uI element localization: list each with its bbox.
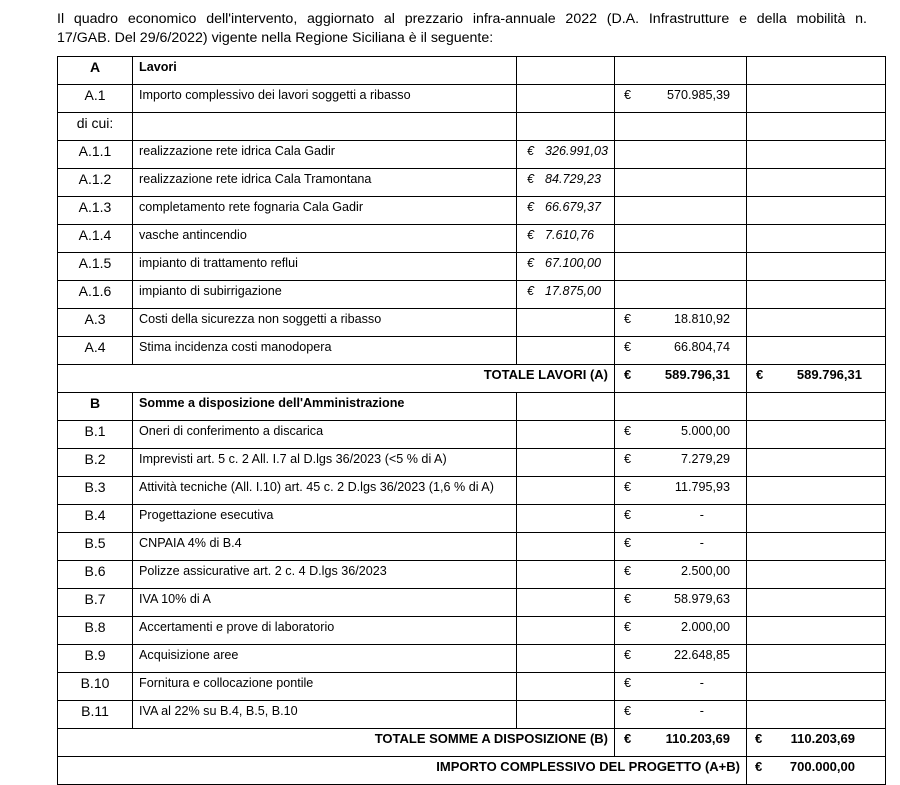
currency-symbol: € (527, 228, 535, 242)
table-row (58, 309, 886, 337)
sub-amount-value: 326.991,03 (545, 144, 609, 158)
item-description: impianto di subirrigazione (133, 281, 517, 309)
table-row (58, 561, 886, 589)
empty-cell (615, 169, 747, 197)
item-amount-value: 66.804,74 (673, 340, 730, 354)
item-amount-value: - (699, 704, 704, 718)
item-description: Polizze assicurative art. 2 c. 4 D.lgs 36/2023 (133, 561, 517, 589)
currency-symbol: € (624, 312, 632, 326)
item-code: B.11 (58, 701, 133, 729)
table-row (58, 533, 886, 561)
item-amount-value: - (699, 676, 704, 690)
item-description: Attività tecniche (All. I.10) art. 45 c. 2 D.lgs 36/2023 (1,6 % di A) (133, 477, 517, 505)
empty-cell (517, 589, 615, 617)
total-b-carry-value: 110.203,69 (790, 731, 855, 746)
empty-cell (747, 141, 886, 169)
empty-cell (615, 393, 747, 421)
empty-cell (747, 197, 886, 225)
empty-cell (747, 253, 886, 281)
item-amount (615, 589, 747, 617)
item-amount-value: 58.979,63 (673, 592, 730, 606)
item-code: A.1.4 (58, 225, 133, 253)
empty-cell (747, 225, 886, 253)
item-amount (615, 421, 747, 449)
item-code: A.1.5 (58, 253, 133, 281)
currency-symbol: € (527, 256, 535, 270)
item-description: completamento rete fognaria Cala Gadir (133, 197, 517, 225)
empty-cell (747, 617, 886, 645)
empty-cell (615, 141, 747, 169)
currency-symbol: € (527, 172, 535, 186)
item-amount (615, 561, 747, 589)
item-amount (615, 505, 747, 533)
empty-cell (615, 253, 747, 281)
item-code: di cui: (58, 113, 133, 141)
item-code: A.1.1 (58, 141, 133, 169)
empty-cell (517, 393, 615, 421)
item-amount (615, 645, 747, 673)
item-description: realizzazione rete idrica Cala Tramontana (133, 169, 517, 197)
empty-cell (517, 561, 615, 589)
item-amount (615, 449, 747, 477)
section-code: B (58, 393, 133, 421)
sub-amount (517, 225, 615, 253)
empty-cell (517, 449, 615, 477)
empty-cell (517, 85, 615, 113)
item-amount (615, 337, 747, 365)
item-description: impianto di trattamento reflui (133, 253, 517, 281)
item-description (133, 113, 517, 141)
item-amount-value: 18.810,92 (673, 312, 730, 326)
empty-cell (517, 337, 615, 365)
sub-amount-value: 84.729,23 (545, 172, 602, 186)
currency-symbol: € (624, 704, 632, 718)
empty-cell (747, 561, 886, 589)
item-description: CNPAIA 4% di B.4 (133, 533, 517, 561)
table-row (58, 197, 886, 225)
empty-cell (747, 477, 886, 505)
currency-symbol: € (624, 452, 632, 466)
sub-amount-value: 66.679,37 (545, 200, 602, 214)
item-amount (615, 85, 747, 113)
grand-total-row (58, 757, 886, 785)
item-code: B.7 (58, 589, 133, 617)
currency-symbol: € (755, 759, 763, 774)
table-row (58, 225, 886, 253)
item-amount (615, 673, 747, 701)
economic-framework-body (58, 57, 886, 785)
total-a-label: TOTALE LAVORI (A) (58, 365, 615, 393)
empty-cell (517, 505, 615, 533)
item-code: B.2 (58, 449, 133, 477)
total-a-row (58, 365, 886, 393)
item-description: Oneri di conferimento a discarica (133, 421, 517, 449)
table-row (58, 337, 886, 365)
table-row (58, 253, 886, 281)
currency-symbol: € (755, 731, 763, 746)
item-code: A.1.2 (58, 169, 133, 197)
empty-cell (747, 57, 886, 85)
empty-cell (517, 617, 615, 645)
item-amount (615, 477, 747, 505)
currency-symbol: € (624, 731, 632, 746)
item-amount-value: 7.279,29 (680, 452, 730, 466)
item-amount-value: - (699, 508, 704, 522)
item-amount-value: 22.648,85 (673, 648, 730, 662)
table-row (58, 477, 886, 505)
item-amount (615, 617, 747, 645)
item-code: B.4 (58, 505, 133, 533)
empty-cell (615, 281, 747, 309)
table-row (58, 673, 886, 701)
section-code: A (58, 57, 133, 85)
currency-symbol: € (624, 620, 632, 634)
empty-cell (747, 113, 886, 141)
total-a-carry (747, 365, 886, 393)
item-amount-value: 2.500,00 (680, 564, 730, 578)
intro-line-2: 17/GAB. Del 29/6/2022) vigente nella Regione Siciliana è il seguente: (57, 30, 494, 46)
item-description: Imprevisti art. 5 c. 2 All. I.7 al D.lgs 36/2023 (<5 % di A) (133, 449, 517, 477)
item-amount-value: - (699, 536, 704, 550)
sub-amount (517, 253, 615, 281)
currency-symbol: € (624, 592, 632, 606)
table-row (58, 589, 886, 617)
empty-cell (747, 701, 886, 729)
item-code: A.1.6 (58, 281, 133, 309)
sub-amount-value: 17.875,00 (545, 284, 602, 298)
intro-paragraph (57, 10, 867, 48)
item-description: IVA al 22% su B.4, B.5, B.10 (133, 701, 517, 729)
empty-cell (517, 309, 615, 337)
empty-cell (517, 421, 615, 449)
empty-cell (747, 169, 886, 197)
total-a-carry-value: 589.796,31 (796, 367, 862, 382)
grand-total-amount (747, 757, 886, 785)
total-b-amount (615, 729, 747, 757)
total-b-carry (747, 729, 886, 757)
item-code: A.1.3 (58, 197, 133, 225)
grand-total-label: IMPORTO COMPLESSIVO DEL PROGETTO (A+B) (58, 757, 747, 785)
table-row (58, 421, 886, 449)
section-a-header-row (58, 57, 886, 85)
sub-amount-value: 67.100,00 (545, 256, 602, 270)
sub-amount-value: 7.610,76 (545, 228, 595, 242)
currency-symbol: € (756, 367, 764, 382)
item-code: B.9 (58, 645, 133, 673)
table-row (58, 701, 886, 729)
empty-cell (517, 533, 615, 561)
item-description: Acquisizione aree (133, 645, 517, 673)
currency-symbol: € (624, 676, 632, 690)
table-row (58, 449, 886, 477)
empty-cell (517, 113, 615, 141)
currency-symbol: € (624, 536, 632, 550)
empty-cell (747, 673, 886, 701)
item-amount (615, 309, 747, 337)
total-a-amount (615, 365, 747, 393)
currency-symbol: € (527, 144, 535, 158)
empty-cell (517, 645, 615, 673)
total-a-value: 589.796,31 (664, 367, 730, 382)
intro-line-1: Il quadro economico dell'intervento, aggiornato al prezzario infra-annuale 2022 (D.A. Infrastrutture e della mobilità n. (57, 11, 867, 27)
empty-cell (747, 281, 886, 309)
empty-cell (615, 225, 747, 253)
table-row (58, 141, 886, 169)
empty-cell (747, 393, 886, 421)
item-code: B.1 (58, 421, 133, 449)
empty-cell (517, 673, 615, 701)
empty-cell (615, 197, 747, 225)
item-code: A.1 (58, 85, 133, 113)
empty-cell (517, 701, 615, 729)
table-row (58, 85, 886, 113)
item-description: Costi della sicurezza non soggetti a ribasso (133, 309, 517, 337)
item-code: A.3 (58, 309, 133, 337)
item-code: B.6 (58, 561, 133, 589)
item-amount (615, 701, 747, 729)
item-description: IVA 10% di A (133, 589, 517, 617)
sub-amount (517, 281, 615, 309)
item-description: Stima incidenza costi manodopera (133, 337, 517, 365)
currency-symbol: € (624, 564, 632, 578)
table-row (58, 281, 886, 309)
item-code: B.10 (58, 673, 133, 701)
item-description: Progettazione esecutiva (133, 505, 517, 533)
table-row (58, 169, 886, 197)
empty-cell (747, 533, 886, 561)
grand-total-value: 700.000,00 (789, 759, 855, 774)
empty-cell (747, 645, 886, 673)
empty-cell (747, 85, 886, 113)
sub-amount (517, 141, 615, 169)
item-amount-value: 5.000,00 (680, 424, 730, 438)
empty-cell (517, 477, 615, 505)
sub-amount (517, 197, 615, 225)
item-description: Fornitura e collocazione pontile (133, 673, 517, 701)
currency-symbol: € (624, 367, 632, 382)
section-title: Somme a disposizione dell'Amministrazione (133, 393, 517, 421)
item-amount-value: 570.985,39 (666, 88, 730, 102)
currency-symbol: € (624, 424, 632, 438)
currency-symbol: € (624, 648, 632, 662)
item-code: B.8 (58, 617, 133, 645)
currency-symbol: € (624, 508, 632, 522)
item-amount-value: 11.795,93 (674, 480, 730, 494)
section-title: Lavori (133, 57, 517, 85)
item-description: realizzazione rete idrica Cala Gadir (133, 141, 517, 169)
empty-cell (747, 337, 886, 365)
empty-cell (747, 589, 886, 617)
item-amount (615, 533, 747, 561)
total-b-label: TOTALE SOMME A DISPOSIZIONE (B) (58, 729, 615, 757)
empty-cell (615, 113, 747, 141)
item-code: B.3 (58, 477, 133, 505)
currency-symbol: € (527, 200, 535, 214)
sub-amount (517, 169, 615, 197)
empty-cell (747, 421, 886, 449)
total-b-row (58, 729, 886, 757)
empty-cell (747, 505, 886, 533)
item-code: A.4 (58, 337, 133, 365)
table-row (58, 113, 886, 141)
economic-framework-table (57, 56, 886, 785)
item-description: Accertamenti e prove di laboratorio (133, 617, 517, 645)
empty-cell (747, 449, 886, 477)
table-row (58, 505, 886, 533)
empty-cell (747, 309, 886, 337)
currency-symbol: € (527, 284, 535, 298)
item-description: Importo complessivo dei lavori soggetti a ribasso (133, 85, 517, 113)
item-code: B.5 (58, 533, 133, 561)
section-b-header-row (58, 393, 886, 421)
empty-cell (517, 57, 615, 85)
currency-symbol: € (624, 88, 632, 102)
table-row (58, 617, 886, 645)
item-amount-value: 2.000,00 (680, 620, 730, 634)
total-b-value: 110.203,69 (665, 731, 730, 746)
table-row (58, 645, 886, 673)
currency-symbol: € (624, 340, 632, 354)
empty-cell (615, 57, 747, 85)
currency-symbol: € (624, 480, 632, 494)
item-description: vasche antincendio (133, 225, 517, 253)
